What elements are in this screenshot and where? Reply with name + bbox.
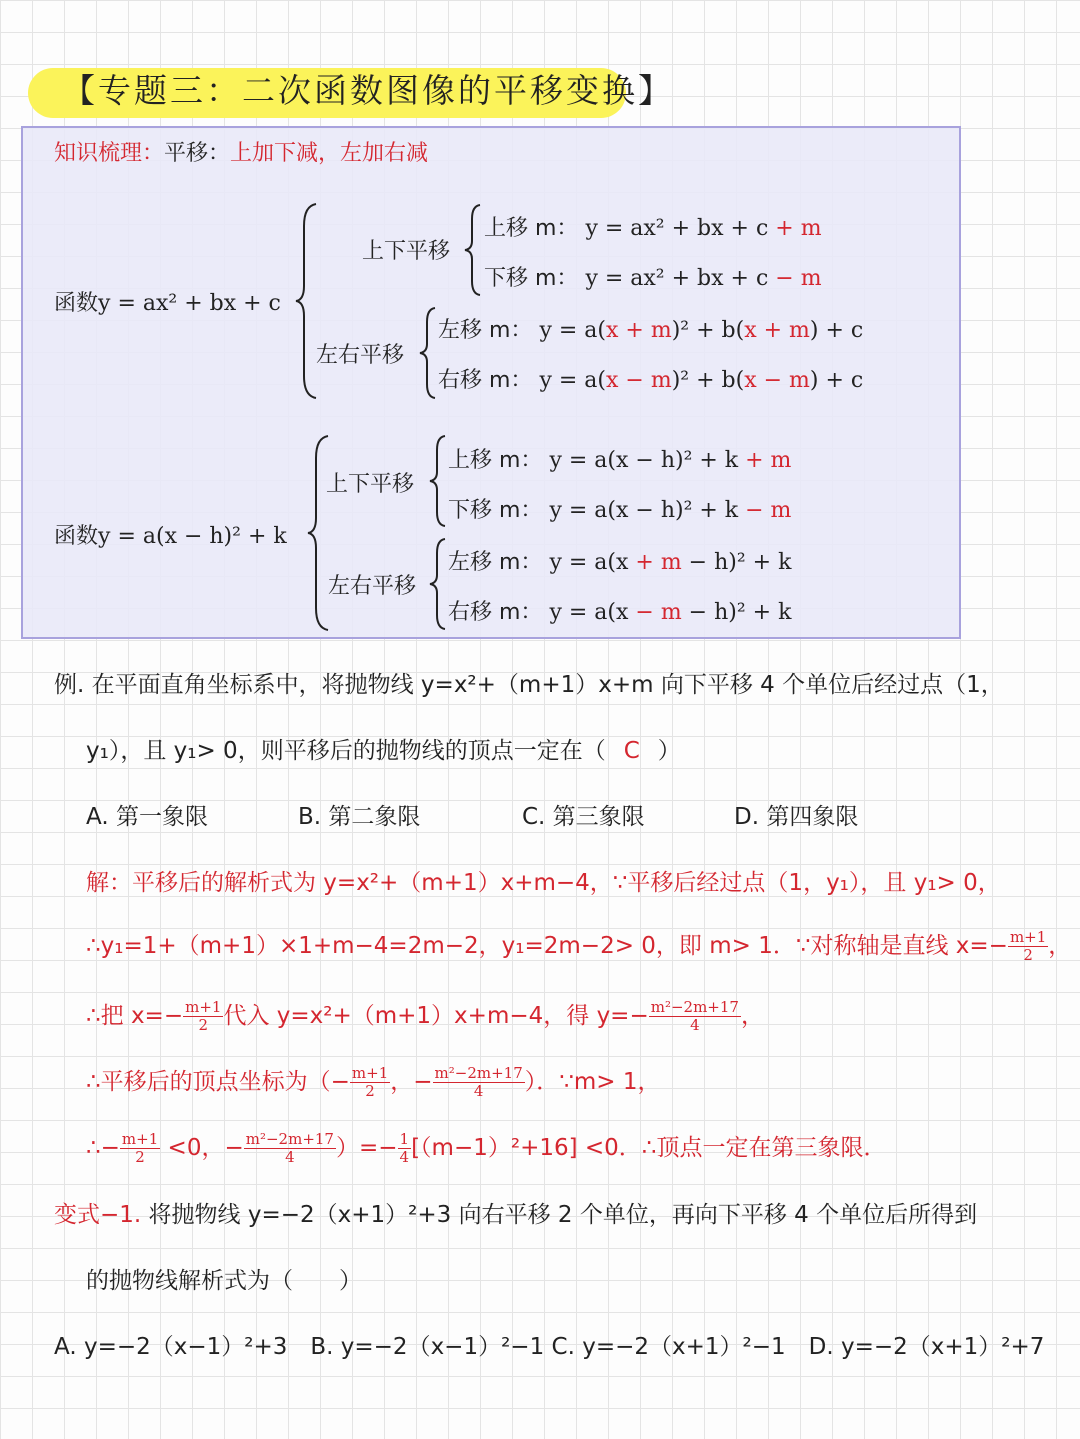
- block1-function: [54, 286, 281, 317]
- block2-ud-label: 上下平移: [326, 472, 415, 497]
- variant-label: 变式−1.: [54, 1202, 142, 1228]
- block1-up-row: [484, 211, 822, 242]
- block2-func-expr: y = a(x − h)² + k: [98, 524, 287, 549]
- option-b: B. 第二象限: [298, 804, 421, 830]
- block2-func-prefix: 函数: [54, 524, 99, 549]
- example-line-1: 例. 在平面直角坐标系中，将抛物线 y=x²+（m+1）x+m 向下平移 4 个单位后经过点（1，: [54, 672, 1004, 698]
- block1-main-brace: [296, 202, 320, 404]
- block2-lr-brace: [429, 537, 449, 635]
- block1-right-p1: y = a(: [539, 368, 606, 393]
- solution-line-3-end: ，: [740, 1003, 764, 1029]
- block1-left-row: [438, 313, 863, 344]
- block2-left-label: 左移 m：: [448, 550, 543, 575]
- option-a: A. 第一象限: [86, 804, 208, 830]
- fraction-numerator: m²−2m+17: [434, 1064, 523, 1082]
- block2-up-label: 上移 m：: [448, 448, 543, 473]
- block1-up-base: y = ax² + bx + c: [585, 216, 769, 241]
- fraction-numerator: m+1: [185, 998, 222, 1016]
- variant-line-2: 的抛物线解析式为（ ）: [86, 1268, 362, 1294]
- fraction: [183, 999, 223, 1034]
- block1-lr-brace: [419, 306, 439, 404]
- block2-right-label: 右移 m：: [448, 600, 543, 625]
- solution-line-4-text: ∴平移后的顶点坐标为（−: [86, 1069, 350, 1095]
- solution-line-2-text: ∴y₁=1+（m+1）×1+m−4=2m−2，y₁=2m−2> 0，即 m> 1．∵对称轴是直线 x=−: [86, 933, 1008, 959]
- block2-up-tail: + m: [738, 448, 792, 473]
- variant-options: A. y=−2（x−1）²+3 B. y=−2（x−1）²−1 C. y=−2（x+1）²−1 D. y=−2（x+1）²+7: [54, 1334, 1045, 1360]
- block1-ud-label: 上下平移: [362, 239, 451, 264]
- solution-line-2-end: ，: [1048, 933, 1072, 959]
- fraction-numerator: m+1: [121, 1130, 159, 1148]
- fraction: [244, 1131, 336, 1166]
- block2-left-row: [448, 545, 791, 576]
- block2-up-base: y = a(x − h)² + k: [549, 448, 739, 473]
- block2-right-r1: − m: [635, 600, 682, 625]
- fraction: [398, 1131, 412, 1166]
- solution-line-4-end: ）．∵m> 1，: [524, 1069, 661, 1095]
- block1-ud-brace: [464, 203, 484, 301]
- block1-right-p3: ) + c: [809, 368, 864, 393]
- block2-function: [54, 519, 287, 550]
- fraction-numerator: m+1: [1009, 928, 1047, 946]
- solution-line-1: 解：平移后的解析式为 y=x²+（m+1）x+m−4，∵平移后经过点（1，y₁），且 y₁> 0，: [86, 870, 1001, 896]
- variant-line-1-text: 将抛物线 y=−2（x+1）²+3 向右平移 2 个单位，再向下平移 4 个单位后所得到: [141, 1202, 978, 1228]
- fraction-numerator: m²−2m+17: [650, 998, 739, 1016]
- block2-up-row: [448, 443, 791, 474]
- fraction-numerator: 1: [399, 1130, 410, 1148]
- shift-label: 平移：: [164, 141, 231, 166]
- solution-line-5-end: [（m−1）²+16] <0．∴顶点一定在第三象限．: [411, 1135, 887, 1161]
- block2-down-base: y = a(x − h)² + k: [549, 498, 739, 523]
- block2-main-brace: [308, 434, 332, 636]
- block1-right-r1: x − m: [606, 368, 672, 393]
- example-line-2-close: ）: [657, 738, 681, 764]
- fraction: [649, 999, 741, 1034]
- fraction: [120, 1131, 160, 1166]
- knowledge-header: [54, 136, 428, 167]
- block1-left-r1: x + m: [606, 318, 672, 343]
- block1-down-label: 下移 m：: [484, 266, 579, 291]
- solution-line-3-text: ∴把 x=−: [86, 1003, 184, 1029]
- solution-line-4-mid: ，−: [390, 1069, 433, 1095]
- block1-right-r2: x − m: [744, 368, 810, 393]
- block2-lr-label: 左右平移: [328, 574, 417, 599]
- block2-left-r1: + m: [635, 550, 682, 575]
- fraction-denominator: 4: [473, 1082, 484, 1100]
- block2-ud-brace: [429, 434, 449, 532]
- block1-right-p2: )² + b(: [671, 368, 745, 393]
- fraction: [433, 1065, 525, 1100]
- block1-up-tail: + m: [768, 216, 822, 241]
- solution-line-3: [86, 990, 764, 1042]
- block2-down-tail: − m: [738, 498, 792, 523]
- block1-down-tail: − m: [768, 266, 822, 291]
- block1-left-p3: ) + c: [809, 318, 864, 343]
- fraction-denominator: 2: [365, 1082, 375, 1100]
- page-title: 【专题三：二次函数图像的平移变换】: [62, 71, 674, 110]
- variant-line-1: [54, 1196, 977, 1229]
- fraction: [350, 1065, 390, 1100]
- block2-down-label: 下移 m：: [448, 498, 543, 523]
- block1-func-prefix: 函数: [54, 291, 99, 316]
- solution-line-4: [86, 1056, 661, 1108]
- solution-line-3-mid: 代入 y=x²+（m+1）x+m−4，得 y=−: [223, 1003, 649, 1029]
- block1-left-label: 左移 m：: [438, 318, 533, 343]
- block1-left-p1: y = a(: [539, 318, 606, 343]
- fraction-denominator: 2: [135, 1148, 145, 1166]
- block2-left-p1: y = a(x: [549, 550, 636, 575]
- solution-line-5-mid: <0，−: [160, 1135, 244, 1161]
- solution-line-5-mid2: ）=−: [335, 1135, 398, 1161]
- fraction: [1008, 929, 1048, 964]
- block2-down-row: [448, 493, 791, 524]
- solution-line-5-text: ∴−: [86, 1135, 120, 1161]
- fraction-denominator: 2: [198, 1016, 209, 1034]
- block1-lr-label: 左右平移: [316, 343, 405, 368]
- shift-rule: 上加下减，左加右减: [230, 141, 429, 166]
- block1-left-r2: x + m: [744, 318, 810, 343]
- example-line-2-text: y₁），且 y₁> 0，则平移后的抛物线的顶点一定在（: [86, 738, 606, 764]
- example-answer: C: [623, 738, 640, 764]
- option-c: C. 第三象限: [522, 804, 645, 830]
- block1-down-row: [484, 261, 822, 292]
- example-line-2: [86, 732, 681, 765]
- block1-up-label: 上移 m：: [484, 216, 579, 241]
- block2-right-p1: y = a(x: [549, 600, 636, 625]
- block2-right-row: [448, 595, 791, 626]
- block1-down-base: y = ax² + bx + c: [585, 266, 769, 291]
- fraction-numerator: m+1: [351, 1064, 389, 1082]
- block2-right-p2: − h)² + k: [681, 600, 792, 625]
- block1-func-expr: y = ax² + bx + c: [98, 291, 281, 316]
- block1-right-label: 右移 m：: [438, 368, 533, 393]
- solution-line-5: [86, 1122, 886, 1174]
- option-d: D. 第四象限: [734, 804, 859, 830]
- block2-left-p2: − h)² + k: [681, 550, 792, 575]
- fraction-denominator: 4: [690, 1016, 700, 1034]
- knowledge-label: 知识梳理：: [54, 141, 165, 166]
- fraction-denominator: 4: [285, 1148, 295, 1166]
- block1-left-p2: )² + b(: [671, 318, 745, 343]
- fraction-numerator: m²−2m+17: [245, 1130, 334, 1148]
- block1-right-row: [438, 363, 863, 394]
- solution-line-2: [86, 920, 1071, 972]
- fraction-denominator: 4: [399, 1148, 410, 1166]
- fraction-denominator: 2: [1023, 946, 1033, 964]
